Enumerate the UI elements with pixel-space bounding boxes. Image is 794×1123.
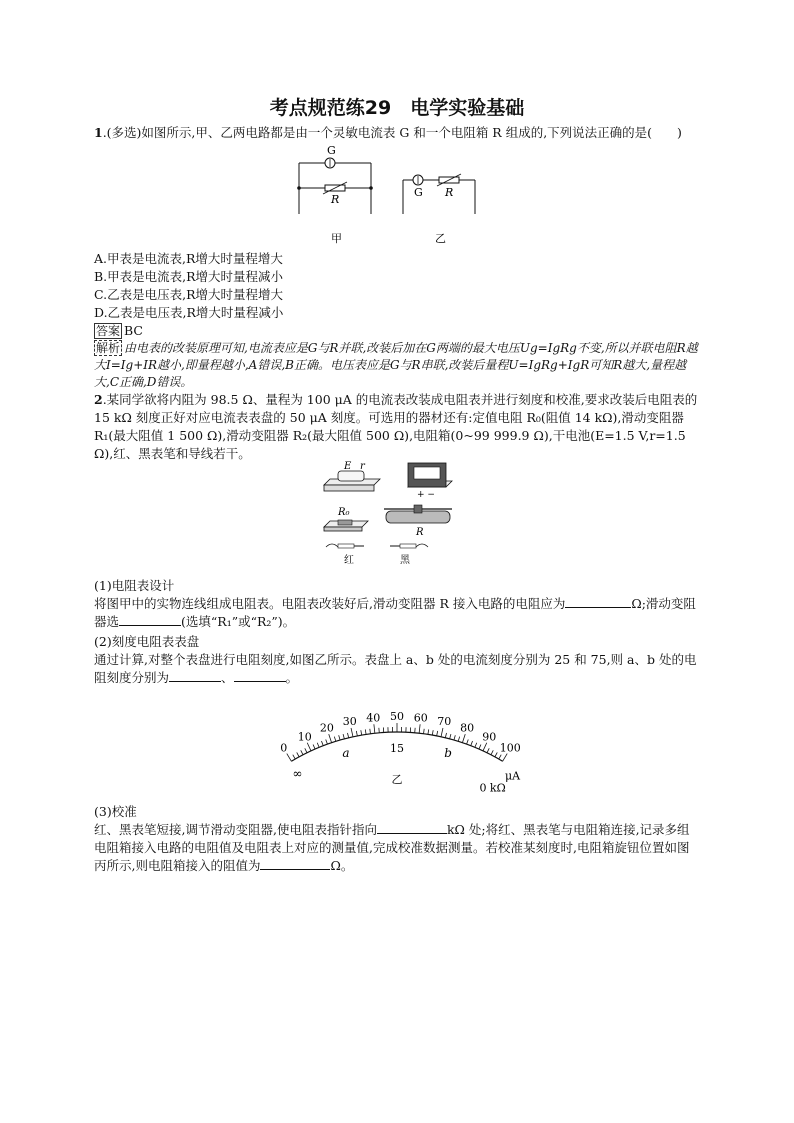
label-r-yi: R: [445, 186, 454, 199]
q2-apparatus-figure: [94, 463, 700, 575]
dial-tick: [305, 748, 307, 752]
dial-tick: [307, 743, 311, 751]
dial-tick: [293, 755, 295, 759]
dial-tick-label: 10: [297, 730, 312, 744]
ohmmeter-dial: [277, 687, 521, 795]
part2-text: 通过计算,对整个表盘进行电阻刻度,如图乙所示。表盘上 a、b 处的电流刻度分别为 25 和 75,则 a、b 处的电阻刻度分别为 、 。: [94, 652, 697, 685]
q1-number: 1: [94, 125, 103, 140]
q1-stem: 1.(多选)如图所示,甲、乙两电路都是由一个灵敏电流表 G 和一个电阻箱 R 组成的,下列说法正确的是( ): [94, 125, 682, 140]
dial-tick: [313, 745, 315, 750]
svg-text:r: r: [360, 461, 365, 472]
q1-option-c: C.乙表是电压表,R增大时量程增大: [94, 287, 283, 302]
dial-label-a: a: [342, 745, 350, 760]
dial-tick: [458, 737, 459, 742]
dial-tick-label: 70: [437, 715, 452, 729]
dial-tick: [428, 729, 429, 734]
dial-tick-label: 50: [390, 710, 404, 723]
dial-tick: [365, 729, 366, 734]
q1-option-b: B.甲表是电流表,R增大时量程减小: [94, 269, 284, 284]
dial-label-b: b: [444, 745, 452, 760]
q1-figure: [94, 142, 700, 250]
dial-tick: [454, 735, 455, 740]
dial-tick: [424, 729, 425, 734]
dial-tick: [326, 739, 328, 744]
dial-tick: [441, 728, 443, 737]
answer-tag: 答案: [96, 324, 121, 338]
q1-options: [94, 250, 700, 322]
dial-tick: [471, 741, 473, 746]
answer-value: BC: [124, 323, 143, 338]
dial-tick: [483, 743, 487, 751]
dial-tick: [467, 739, 469, 744]
svg-text:+ −: + −: [417, 490, 435, 500]
blank-pointer-value[interactable]: [377, 821, 447, 834]
label-r-jia: R: [331, 193, 340, 206]
dial-tick: [343, 734, 344, 739]
dial-tick: [374, 724, 375, 733]
dial-tick: [432, 730, 433, 735]
apparatus-drawing: [322, 463, 472, 575]
svg-text:红: 红: [344, 555, 354, 566]
dial-tick: [503, 754, 508, 762]
analysis-text: 由电表的改装原理可知,电流表应是G与R并联,改装后加在G两端的最大电压Ug=IgRg不变,所以并联电阻R越大I=Ig+IR越小,即量程越小,A错误,B正确。电压表应是G与R串联,改装后量程U=IgRg+IgR可知R越大,量程越大,C正确,D错误。: [94, 341, 698, 389]
svg-text:黑: 黑: [400, 555, 410, 566]
ammeter-icon: [408, 463, 452, 500]
q2-stem: 2.某同学欲将内阻为 98.5 Ω、量程为 100 μA 的电流表改装成电阻表并进行刻度和校准,要求改装后电阻表的 15 kΩ 刻度正好对应电流表表盘的 50 μA 刻度。可选用的器材还有:定值电阻 R₀(阻值 14 kΩ),滑动变阻器 R₁(最大阻值 1 500 Ω),滑动变阻器 R₂(最大阻值 500 Ω),电阻箱(0~99 999.9 Ω),干电池(E=1.5 V,r=1.5 Ω),红、黑表笔和导线若干。: [94, 392, 698, 461]
dial-tick-label: 30: [342, 715, 357, 729]
svg-text:R: R: [416, 527, 424, 538]
circuit-yi: [403, 174, 475, 245]
dial-label-infinity: ∞: [292, 766, 303, 781]
dial-tick: [351, 728, 353, 737]
dial-tick: [487, 748, 489, 752]
dial-tick: [317, 743, 319, 748]
label-g-yi: G: [414, 186, 423, 199]
analysis-tag: 解析: [96, 341, 121, 355]
dial-tick-label: 90: [482, 730, 497, 744]
dial-tick: [356, 731, 357, 736]
dial-tick: [347, 733, 348, 738]
dial-tick: [370, 729, 371, 734]
test-leads-icon: [326, 544, 428, 566]
blank-a-resistance[interactable]: [169, 669, 221, 682]
dial-caption: 乙: [391, 773, 403, 786]
page: [94, 96, 700, 875]
part3-text: 红、黑表笔短接,调节滑动变阻器,使电阻表指针指向 kΩ 处;将红、黑表笔与电阻箱连接,记录多组电阻箱接入电路的电阻值及电阻表上对应的测量值,完成校准数据测量。若校准某刻度时,电阻箱旋钮位置如图丙所示,则电阻箱接入的阻值为 Ω。: [94, 822, 690, 873]
blank-rheostat-value[interactable]: [565, 595, 631, 608]
dial-tick: [479, 745, 481, 750]
caption-jia: 甲: [331, 232, 342, 245]
circuit-jia: [297, 144, 373, 245]
part3-title: (3)校准: [94, 804, 137, 819]
dial-tick-label: 60: [413, 711, 428, 725]
q2-number: 2: [94, 392, 103, 407]
q1-option-a: A.甲表是电流表,R增大时量程增大: [94, 251, 283, 266]
dial-tick-label: 0: [280, 741, 288, 755]
dial-tick: [301, 750, 303, 754]
dial-tick-label: 100: [499, 741, 521, 755]
dial-tick: [462, 734, 465, 743]
dial-tick: [499, 755, 501, 759]
svg-text:R₀: R₀: [338, 507, 350, 518]
dial-tick: [334, 737, 335, 742]
rheostat-icon: [384, 505, 452, 538]
fixed-resistor-icon: [324, 507, 368, 531]
q1-circuit-diagrams: [297, 142, 497, 250]
dial-tick: [450, 734, 451, 739]
q1-analysis: [94, 340, 700, 391]
dial-tick: [437, 731, 438, 736]
q1-option-d: D.乙表是电压表,R增大时量程减小: [94, 305, 284, 320]
part1-text: 将图甲中的实物连线组成电阻表。电阻表改装好后,滑动变阻器 R 接入电路的电阻应为 Ω;滑动变阻器选 (选填“R₁”或“R₂”)。: [94, 596, 696, 629]
q2-dial-figure: [94, 687, 700, 795]
dial-tick: [287, 754, 292, 762]
part2-title: (2)刻度电阻表表盘: [94, 634, 200, 649]
dial-tick: [491, 750, 493, 754]
dial-tick: [361, 730, 362, 735]
dial-unit-ua: μA: [505, 769, 521, 783]
dial-tick-label: 40: [366, 711, 381, 725]
dial-label-zero-k: 0 kΩ: [479, 781, 506, 795]
dial-tick-label: 80: [460, 721, 475, 735]
battery-icon: [324, 461, 380, 491]
dial-tick: [297, 752, 299, 756]
dial-tick: [475, 743, 477, 748]
blank-b-resistance[interactable]: [234, 669, 286, 682]
dial-tick: [339, 735, 340, 740]
dial-tick-label: 20: [319, 721, 334, 735]
part1-title: (1)电阻表设计: [94, 578, 175, 593]
q1-answer: [94, 322, 700, 340]
dial-tick: [495, 752, 497, 756]
page-title: 考点规范练29 电学实验基础: [269, 97, 525, 119]
dial-tick: [445, 733, 446, 738]
blank-rheostat-choice[interactable]: [119, 613, 181, 626]
dial-label-15: 15: [390, 742, 404, 755]
svg-text:E: E: [344, 461, 352, 472]
dial-tick: [321, 741, 323, 746]
blank-box-resistance[interactable]: [260, 857, 330, 870]
label-g-jia: G: [327, 144, 336, 157]
dial-tick: [329, 734, 332, 743]
dial-tick: [419, 724, 420, 733]
caption-yi: 乙: [435, 232, 446, 245]
